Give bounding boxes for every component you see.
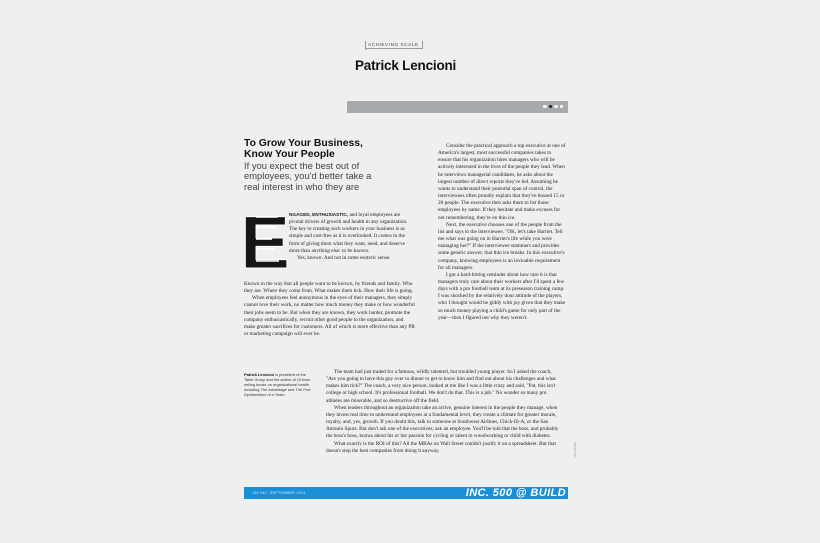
author-bio <box>244 372 314 397</box>
article-deck: If you expect the best out of employees, you'd better take a real interest in who they are <box>244 160 372 192</box>
paragraph-5: Next, the executive chooses one of the people from the list and says to the interviewee, "OK, let's take Harriet. Tell me what was going on in Harriet's life while you were managing her?" If the interviewee stammers and provides some generic answer, that thin ice breaks. In this executive's company, knowing employees is an invioable requirement for all managers. <box>438 221 565 271</box>
author-title: Patrick Lencioni <box>355 58 457 73</box>
bio-book-1: The Advantage <box>260 387 287 392</box>
paragraph-2a: Yes, known. And not in some esoteric sense. <box>297 254 391 261</box>
bottom-column <box>326 369 561 455</box>
dropcap-e-icon <box>240 201 290 284</box>
page-footer <box>244 487 568 499</box>
carousel-dot-2[interactable] <box>549 105 552 108</box>
headline-line-1: To Grow Your Business, <box>244 138 363 149</box>
intro-rest: and loyal employees are pivotal drivers of growth and health in any organization. The key to creating such workers in your business is as simple and cost-free as it is overlooked. It comes in the form of giving them what they want, need, and deserve more than anything else: to be known. <box>289 212 408 254</box>
bio-text-c: . <box>284 392 286 397</box>
bio-name: Patrick Lencioni <box>244 372 275 377</box>
paragraph-7: The team had just traded for a famous, wildly talented, but troubled young player. So I asked the coach, "Are you going to have this guy over to dinner to get to know him and find out about his challenges and what makes him tick?" The coach, a very nice person, looked at me like I was a little crazy and said, "Pat, this isn't college or high school. It's professional football. We don't do that. This is a job." No wonder so many pro athletes are miserable, and so destructive off the field. <box>326 369 556 404</box>
dropcap-letter: E <box>240 201 290 284</box>
right-column <box>438 143 566 322</box>
carousel-dot-4[interactable] <box>560 105 563 108</box>
carousel-dots <box>543 105 563 108</box>
section-kicker: ACHIEVING SCALE <box>366 41 423 49</box>
paragraph-3: When employees feel anonymous in the eyes of their managers, they simply cannot love their work, no matter how much money they make or how wonderful their jobs seem to be. But when they are known, they work harder, promote the company enthusiastically, recruit other good people to the organization, and make greater sacrifices for customers. All of which is more effective than any PR or marketing campaign will ever be. <box>244 295 415 338</box>
bio-book-2: The Five Dysfunctions of a Team <box>244 387 311 397</box>
bio-text-a: is president of the Table Group and the author of 10 best-selling books on organizational health, including <box>244 372 311 392</box>
paragraph-4: Consider the practical approach a top executive at one of America's largest, most successful companies takes to ensure that his organization hires managers who will be actively interested in the lives of the people they lead. When he interviews managerial candidates, he asks about the largest number of direct reports they've led. Assuming he wants to understand their potential span of control, the interviewees often proudly explain that they've bossed 15 or 20 people. The executive then asks them to list those employees by name. If they hesitate and make excuses for not remembering, they're on thin ice. <box>438 143 566 221</box>
carousel-dot-1[interactable] <box>543 105 546 108</box>
paragraph-6: I got a hard-hitting reminder about how rare it is that managers truly care about their workers after I'd spent a few days with a pro football team at its preseason training camp. I was shocked by the relatively dour attitude of the players, who I thought would be giddy with joy given that they make so much money playing a child's game for only part of the year—then I figured out why they weren't. <box>438 271 566 321</box>
intro-lead: NGAGED, ENTHUSIASTIC, <box>289 212 349 217</box>
folio: 132 INC. SEPTEMBER 2013 <box>252 490 306 495</box>
intro-column <box>289 211 411 262</box>
paragraph-9: What exactly is the ROI of this? All the MBAs on Wall Street couldn't justify it on a spreadsheet. But that doesn't stop the best companies from doing it anyway. <box>326 440 556 454</box>
carousel-bar <box>347 101 568 113</box>
carousel-dot-3[interactable] <box>554 105 557 108</box>
paragraph-8: When leaders throughout an organization take an active, genuine interest in the people they manage, when they invest real time to understand employees at a fundamental level, they create a climate for greater morale, loyalty, and, yes, growth. If you doubt this, talk to someone at Southwest Airlines, Chick-fil-A, or the San Antonio Spurs. But don't ask one of the executives; ask an employee. You'll be told that the boss, and probably the boss's boss, knows about his or her passion for cycling or talent in woodworking or child with diabetes. <box>326 404 559 440</box>
section-logo: INC. 500 @ BUILD <box>465 486 566 499</box>
paragraph-2b: Known in the way that all people want to be known, by friends and family. Who they are. Where they come from. What makes them tick. How their life is going. <box>244 281 413 295</box>
bio-text-b: and <box>286 387 296 392</box>
photo-credit: LISA WARD <box>573 441 577 458</box>
article-headline <box>244 138 434 160</box>
left-column <box>244 281 415 338</box>
headline-line-2: Know Your People <box>244 149 335 160</box>
